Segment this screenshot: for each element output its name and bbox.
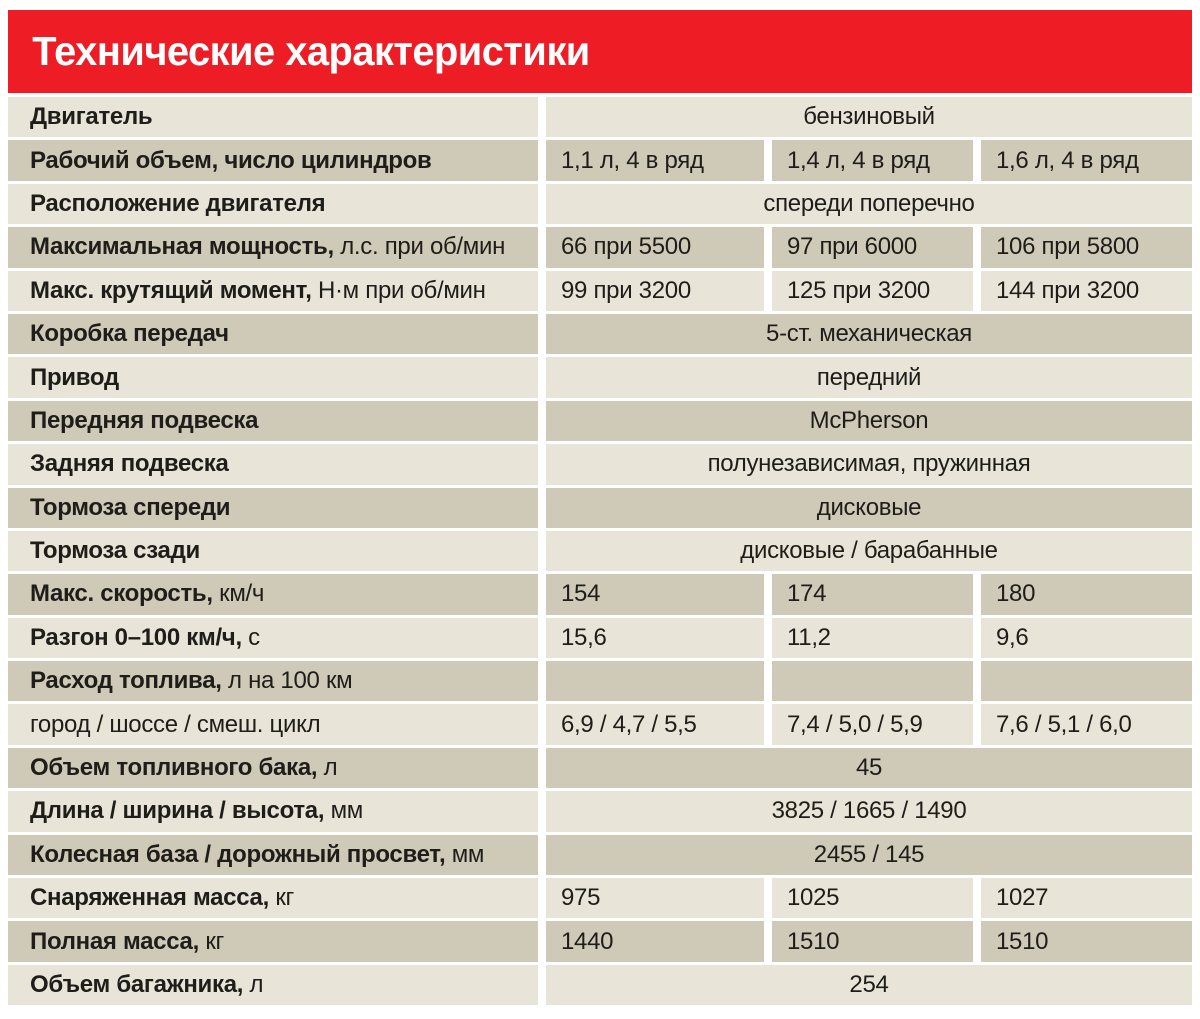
row-value: 154	[546, 574, 764, 614]
row-label-bold: Макс. крутящий момент,	[30, 276, 312, 304]
row-label-bold: Расход топлива,	[30, 667, 222, 695]
row-label-unit: кг	[268, 884, 295, 912]
row-label-unit: л.с. при об/мин	[333, 233, 506, 261]
row-value: 174	[772, 574, 973, 614]
row-label-bold: Объем багажника,	[30, 971, 244, 998]
row-value: 7,4 / 5,0 / 5,9	[772, 704, 973, 744]
spec-table	[8, 97, 1192, 1005]
row-value-merged: 2455 / 145	[546, 835, 1192, 875]
row-value: 99 при 3200	[546, 271, 764, 311]
table-row	[8, 97, 1192, 137]
row-value-merged: 5-ст. механическая	[546, 314, 1192, 354]
table-row	[8, 618, 1192, 658]
row-label-bold: Привод	[30, 363, 119, 391]
row-label	[8, 357, 538, 397]
table-row	[8, 704, 1192, 744]
table-row	[8, 184, 1192, 224]
row-label	[8, 748, 538, 788]
row-label	[8, 618, 538, 658]
row-value: 66 при 5500	[546, 227, 764, 267]
row-value: 15,6	[546, 618, 764, 658]
row-value: 106 при 5800	[981, 227, 1192, 267]
row-value: 144 при 3200	[981, 271, 1192, 311]
row-value-merged: 254	[546, 965, 1192, 1005]
row-value-merged: передний	[546, 357, 1192, 397]
row-label	[8, 184, 538, 224]
row-value: 1510	[981, 921, 1192, 961]
row-label	[8, 661, 538, 701]
row-value: 1027	[981, 878, 1192, 918]
row-value-merged: McPherson	[546, 401, 1192, 441]
row-label-unit: мм	[445, 840, 485, 868]
row-value: 6,9 / 4,7 / 5,5	[546, 704, 764, 744]
row-value-merged: бензиновый	[546, 97, 1192, 137]
row-value: 975	[546, 878, 764, 918]
row-value: 1,6 л, 4 в ряд	[981, 140, 1192, 180]
row-label-unit: город / шоссе / смеш. цикл	[30, 710, 321, 738]
row-label	[8, 401, 538, 441]
row-label	[8, 314, 538, 354]
row-label	[8, 574, 538, 614]
table-row	[8, 531, 1192, 571]
row-label-bold: Полная масса,	[30, 927, 199, 955]
row-label-bold: Тормоза сзади	[30, 537, 200, 565]
row-label-bold: Длина / ширина / высота,	[30, 797, 325, 825]
row-value: 9,6	[981, 618, 1192, 658]
table-row	[8, 227, 1192, 267]
row-value-merged: спереди поперечно	[546, 184, 1192, 224]
row-value: 1510	[772, 921, 973, 961]
row-label-bold: Макс. скорость,	[30, 580, 213, 608]
row-label-bold: Снаряженная масса,	[30, 884, 269, 912]
row-label-unit: л	[243, 971, 264, 998]
table-row	[8, 661, 1192, 701]
row-value	[981, 661, 1192, 701]
row-value: 11,2	[772, 618, 973, 658]
row-label	[8, 791, 538, 831]
row-value: 97 при 6000	[772, 227, 973, 267]
row-label-unit: мм	[324, 797, 363, 825]
row-label	[8, 531, 538, 571]
row-value	[546, 661, 764, 701]
row-label	[8, 227, 538, 267]
row-value-merged: дисковые	[546, 488, 1192, 528]
row-label-bold: Тормоза спереди	[30, 493, 231, 521]
table-row	[8, 574, 1192, 614]
table-row	[8, 878, 1192, 918]
row-value-merged: полунезависимая, пружинная	[546, 444, 1192, 484]
table-row	[8, 748, 1192, 788]
table-row	[8, 444, 1192, 484]
table-row	[8, 835, 1192, 875]
row-label-bold: Расположение двигателя	[30, 189, 326, 217]
row-label-unit: кг	[198, 927, 224, 955]
row-value-merged: 45	[546, 748, 1192, 788]
row-label-bold: Задняя подвеска	[30, 450, 229, 478]
row-label	[8, 140, 538, 180]
row-label	[8, 965, 538, 1005]
row-label-bold: Коробка передач	[30, 320, 229, 348]
row-value: 1,4 л, 4 в ряд	[772, 140, 973, 180]
row-value: 1025	[772, 878, 973, 918]
row-label	[8, 444, 538, 484]
row-label-bold: Максимальная мощность,	[30, 233, 334, 261]
table-row	[8, 271, 1192, 311]
row-label-bold: Объем топливного бака,	[30, 754, 318, 782]
row-value: 7,6 / 5,1 / 6,0	[981, 704, 1192, 744]
row-label	[8, 878, 538, 918]
table-row	[8, 921, 1192, 961]
row-value	[772, 661, 973, 701]
row-value: 1,1 л, 4 в ряд	[546, 140, 764, 180]
row-label	[8, 271, 538, 311]
table-row	[8, 140, 1192, 180]
row-label-unit: Н·м при об/мин	[311, 276, 486, 304]
page-title: Технические характеристики	[32, 28, 590, 74]
row-value-merged: дисковые / барабанные	[546, 531, 1192, 571]
table-row	[8, 401, 1192, 441]
row-label-bold: Рабочий объем, число цилиндров	[30, 146, 432, 174]
row-value: 1440	[546, 921, 764, 961]
row-value-merged: 3825 / 1665 / 1490	[546, 791, 1192, 831]
table-row	[8, 965, 1192, 1005]
row-label	[8, 921, 538, 961]
row-label-bold: Двигатель	[30, 103, 153, 131]
row-label	[8, 488, 538, 528]
row-label-unit: с	[241, 623, 260, 651]
row-label	[8, 704, 538, 744]
row-label-unit: км/ч	[212, 580, 265, 608]
table-row	[8, 488, 1192, 528]
row-label-bold: Передняя подвеска	[30, 406, 259, 434]
title-banner	[8, 10, 1192, 93]
row-label-unit: л на 100 км	[221, 667, 353, 695]
row-label-bold: Колесная база / дорожный просвет,	[30, 840, 446, 868]
row-label-bold: Разгон 0–100 км/ч,	[30, 623, 242, 651]
table-row	[8, 357, 1192, 397]
table-row	[8, 314, 1192, 354]
row-label	[8, 835, 538, 875]
row-label-unit: л	[317, 754, 338, 782]
row-label	[8, 97, 538, 137]
row-value: 125 при 3200	[772, 271, 973, 311]
row-value: 180	[981, 574, 1192, 614]
table-row	[8, 791, 1192, 831]
